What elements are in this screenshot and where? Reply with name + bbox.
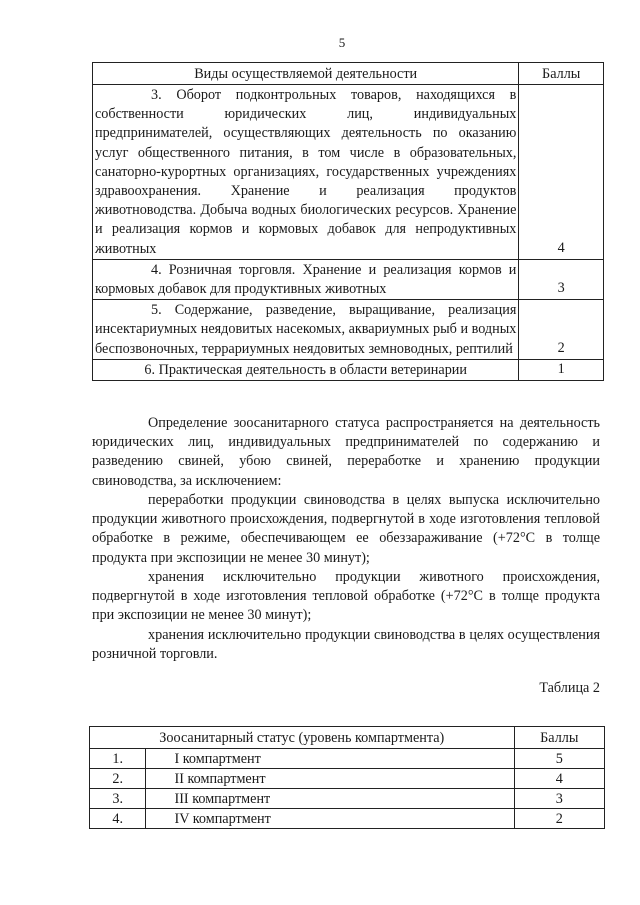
header-points: Баллы <box>519 63 604 85</box>
points-cell: 4 <box>514 769 604 789</box>
activity-cell: 4. Розничная торговля. Хранение и реализация кормов и кормовых добавок для продуктивных животных <box>93 259 519 299</box>
header-status: Зоосанитарный статус (уровень компартмента) <box>90 727 515 749</box>
status-cell: II компартмент <box>146 769 514 789</box>
table-caption: Таблица 2 <box>539 680 600 696</box>
table-header-row <box>90 727 605 749</box>
table-row <box>93 359 604 380</box>
header-activity: Виды осуществляемой деятельности <box>93 63 519 85</box>
table-row <box>90 769 605 789</box>
table-row <box>93 300 604 360</box>
zoosanitary-status-table <box>89 726 605 829</box>
row-number: 3. <box>90 789 146 809</box>
activity-cell: 6. Практическая деятельность в области ветеринарии <box>93 359 519 380</box>
row-number: 4. <box>90 809 146 829</box>
table-row <box>93 85 604 260</box>
table-row <box>93 259 604 299</box>
table-row <box>90 749 605 769</box>
row-number: 2. <box>90 769 146 789</box>
points-cell: 3 <box>514 789 604 809</box>
points-cell: 2 <box>519 300 604 360</box>
row-number: 1. <box>90 749 146 769</box>
paragraph-exception-retail: хранения исключительно продукции свиноводства в целях осуществления розничной торговли. <box>92 627 600 663</box>
activity-cell: 3. Оборот подконтрольных товаров, находящихся в собственности юридических лиц, индивидуальных предпринимателей, осуществляющих деятельность по оказанию услуг общественного питания, в том числе в образовательных, санаторно-курортных организациях, государственных учреждениях здравоохранения. Хранение и реализация продуктов животноводства. Добыча водных биологических ресурсов. Хранение и реализация кормов и кормовых добавок для непродуктивных животных <box>93 85 519 260</box>
points-cell: 4 <box>519 85 604 260</box>
paragraph-scope: Определение зоосанитарного статуса распространяется на деятельность юридических лиц, индивидуальных предпринимателей по содержанию и разведению свиней, убою свиней, переработке и хранению продукции свиноводства, за исключением: <box>92 415 600 489</box>
table-row <box>90 809 605 829</box>
status-cell: IV компартмент <box>146 809 514 829</box>
activity-points-table <box>92 62 604 381</box>
points-cell: 2 <box>514 809 604 829</box>
header-points: Баллы <box>514 727 604 749</box>
activity-cell: 5. Содержание, разведение, выращивание, реализация инсектариумных неядовитых насекомых, аквариумных рыб и водных беспозвоночных, террариумных неядовитых земноводных, рептилий <box>93 300 519 360</box>
points-cell: 3 <box>519 259 604 299</box>
paragraph-exception-processing: переработки продукции свиноводства в целях выпуска исключительно продукции животного происхождения, подвергнутой в ходе изготовления тепловой обработке в режиме, обеспечивающем ее обеззараживание (+72°С в толще продукта при экспозиции не менее 30 минут); <box>92 492 600 566</box>
status-cell: I компартмент <box>146 749 514 769</box>
points-cell: 5 <box>514 749 604 769</box>
page-number: 5 <box>338 35 346 50</box>
table-header-row <box>93 63 604 85</box>
status-cell: III компартмент <box>146 789 514 809</box>
points-cell: 1 <box>519 359 604 380</box>
paragraph-exception-storage: хранения исключительно продукции животного происхождения, подвергнутой в ходе изготовления тепловой обработке (+72°С в толще продукта при экспозиции не менее 30 минут); <box>92 569 600 624</box>
table-row <box>90 789 605 809</box>
